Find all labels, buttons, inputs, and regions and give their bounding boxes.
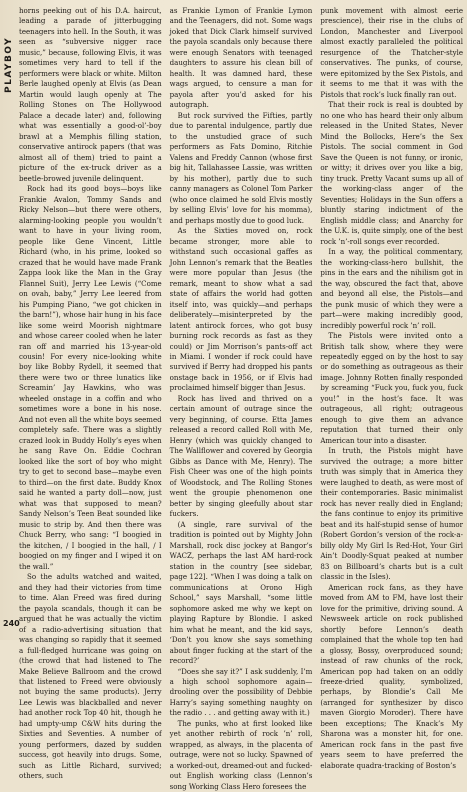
page-gutter [0,0,20,640]
article-column-3 [320,6,464,770]
paragraph: That their rock is real is doubted by no one who has heard their only album released in the United States, Never Mind the Bollocks, Here’s the Sex Pistols. The social comment in God Save the Queen is not funny, or ironic, or witty; it drives over you like a big, tiny truck. Pretty Vacant sums up all of the working-class anger of the Seventies; Holidays in the Sun offers a bluntly staring indictment of the English middle class; and Anarchy for the U.K. is, quite simply, one of the best rock ’n’-roll songs ever recorded. [320,100,464,246]
paragraph: In a way, the political commentary, the working-class-hero bullshit, the pins in the ears and the nihilism got in the way, obscured the fact that, above and beyond all else, the Pistols—and the punk music of which they were a part—were making incredibly good, incredibly powerful rock ’n’ roll. [320,247,464,330]
paragraph: horns peeking out of his D.A. haircut, leading a parade of jitterbugging teenagers into hell. In the South, it was seen as “subversive nigger race music,” because, following Elvis, it was sometimes very hard to tell if the performers were black or white. Milton Berle laughed openly at Elvis (as Dean Martin would laugh openly at The Rolling Stones on The Hollywood Palace a decade later) and, following what was essentially a good-ol’-boy brawl at a Memphis filling station, conservative antirock papers (that was almost all of them) tried to paint a picture of the ex-truck driver as a beetle-browed juvenile delinquent. [19,6,162,183]
page-number: 240 [3,619,20,628]
article-column-1 [19,6,162,781]
paragraph: “Does she say it?” I ask suddenly, I’m a high school sophomore again—drooling over the possibility of Debbie Harry’s saying something naughty on the radio . . . and getting away with it.) [169,666,313,718]
paragraph: So the adults watched and waited, and they had their victories from time to time. Alan Freed was fired during the payola scandals, though it can be argued that he was actually the victim of a radio-advertising situation that was changing so rapidly that it seemed a full-fledged hurricane was going on (the crowd that had listened to The Make Believe Ballroom and the crowd that listened to Freed were obviously not buying the same products). Jerry Lee Lewis was blackballed and never had another rock Top 40 hit, though he had umpty-ump C&W hits during the Sixties and Seventies. A number of young performers, dazed by sudden success, got heavily into drugs. Some, such as Little Richard, survived; others, such [19,572,162,781]
masthead: PLAYBOY [4,36,14,94]
article-columns [19,6,464,791]
paragraph: Rock had its good boys—boys like Frankie Avalon, Tommy Sands and Ricky Nelson—but there were others, alarming-looking people you wouldn’t want to have in your living room, people like Gene Vincent, Little Richard (who, in his prime, looked so crazed that he would have made Frank Zappa look like the Man in the Gray Flannel Suit), Jerry Lee Lewis (“Come on ovah, baby,” Jerry Lee leered from his Pumping Piano, “we got chicken in the barn!”), whose hair hung in his face like some weird Moorish nightmare and whose career cooled when he later ran off and married his 13-year-old cousin! For every nice-looking white boy like Bobby Rydell, it seemed that there were two or three lunatics like Screamin’ Jay Hawkins, who was wheeled onstage in a coffin and who sometimes wore a bone in his nose. And not even all the white boys seemed completely safe. There was a slightly crazed look in Buddy Holly’s eyes when he sang Rave On. Eddie Cochran looked like the sort of boy who might try to get to second base—maybe even to third—on the first date. Buddy Knox said he wanted a party doll—now, just what was that supposed to mean? Sandy Nelson’s Teen Beat sounded like music to strip by. And then there was Chuck Berry, who sang: “I boogied in the kitchen, / I boogied in the hall, / I boogied on my finger and I wiped it on the wall.” [19,184,162,571]
paragraph: The punks, who at first looked like yet another rebirth of rock ’n’ roll, wrapped, as always, in the placenta of outrage, were not so lucky. Spawned of a worked-out, dreamed-out and fucked-out English working class (Lennon’s song Working Class Hero foresees the [169,718,313,791]
paragraph: as Frankie Lymon of Frankie Lymon and the Teenagers, did not. Some wags joked that Dick Clark himself survived the payola scandals only because there were enough Senators with teenaged daughters to assure his clean bill of health. It was damned hard, these wags argued, to censure a man for payola after you’d asked for his autograph. [169,6,313,110]
article-column-2 [169,6,313,791]
paragraph: punk movement with almost eerie prescience), their rise in the clubs of London, Manchester and Liverpool almost exactly paralleled the political resurgence of the Thatcher-style conservatives. The punks, of course, were epitomized by the Sex Pistols, and it seems to me that it was with the Pistols that rock’s luck finally ran out. [320,6,464,99]
paragraph: Rock has lived and thrived on a certain amount of outrage since the very beginning, of course. Etta James released a record called Roll with Me, Henry (which was quickly changed to The Wallflower and covered by Georgia Gibbs as Dance with Me, Henry). The Fish Cheer was one of the high points of Woodstock, and The Rolling Stones went the groupie phenomenon one better by singing gleefully about star fuckers. [169,393,313,519]
paragraph: But rock survived the Fifties, partly due to parental indulgence, partly due to the unstudied grace of such performers as Fats Domino, Ritchie Valens and Freddy Cannon (whose first big hit, Tallahassee Lassie, was written by his mother), partly due to such canny managers as Colonel Tom Parker (who once claimed he sold Elvis mostly by selling Elvis’ love for his momma), and perhaps mostly due to good luck. [169,110,313,225]
paragraph: As the Sixties moved on, rock became stronger, more able to withstand such occasional gaffes as John Lennon’s remark that the Beatles were more popular than Jesus (the remark, meant to show what a sad state of affairs the world had gotten itself into, was quickly—and perhaps deliberately—misinterpreted by the latent antirock forces, who got busy burning rock records as fast as they could) or Jim Morrison’s pants-off act in Miami. I wonder if rock could have survived if Berry had dropped his pants onstage back in 1956, or if Elvis had proclaimed himself bigger than Jesus. [169,226,313,393]
paragraph: (A single, rare survival of the tradition is pointed out by Mighty John Marshall, rock disc jockey at Bangor’s WACZ, perhaps the last AM hard-rock station in the country [see sidebar, page 122]. “When I was doing a talk on communications at Orono High School,” says Marshall, “some little sophomore asked me why we kept on playing Rapture by Blondie. I asked him what he meant, and the kid says, ‘Don’t you know she says something about finger fucking at the start of the record?’ [169,519,313,666]
paragraph: In truth, the Pistols might have survived the outrage; a more bitter truth was simply that in America they were laughed to death, as were most of their contemporaries. Basic minimalist rock has never really died in England; the fans continue to enjoy its primitive beat and its half-stupid sense of humor (Robert Gordon’s version of the rock-a-billy oldy My Girl Is Red-Hot, Your Girl Ain’t Doodly-Squat peaked at number 83 on Billboard’s charts but is a cult classic in the Isles). [320,446,464,582]
paragraph: The Pistols were invited onto a British talk show, where they were repeatedly egged on by the host to say or do something as outrageous as their image. Johnny Rotten finally responded by screaming “Fuck you, fuck you, fuck you!” in the host’s face. It was outrageous, all right; outrageous enough to give them an advance reputation that turned their only American tour into a disaster. [320,331,464,445]
paragraph: American rock fans, as they have moved from AM to FM, have lost their love for the primitive, driving sound. A Newsweek article on rock published shortly before Lennon’s death complained that the whole top ten had a glossy, Bossy, overproduced sound; instead of raw chunks of the rock, American pop had taken on an oddly freeze-dried quality, symbolized, perhaps, by Blondie’s Call Me (arranged for synthesizer by disco maven Giorgio Moroder). There have been exceptions; The Knack’s My Sharona was a monster hit, for one. American rock fans in the past five years seem to have preferred the elaborate quadra-tracking of Boston’s [320,582,464,770]
